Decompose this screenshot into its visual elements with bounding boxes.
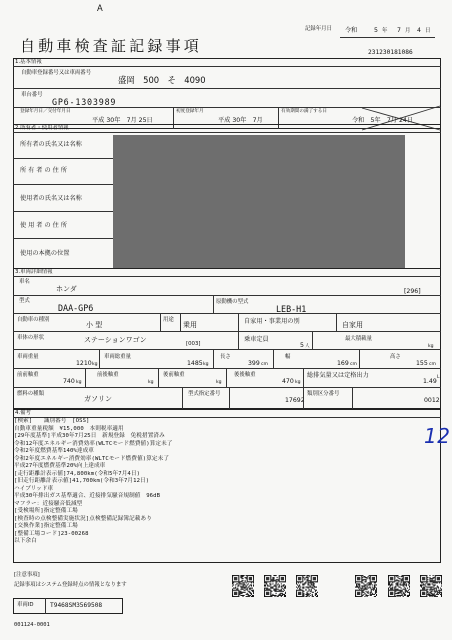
model: DAA-GP6	[58, 303, 94, 313]
user-name-label: 使用者の氏名又は名称	[20, 195, 82, 202]
class-no-label: 類別区分番号	[307, 391, 340, 397]
maker: ホンダ	[56, 285, 77, 293]
car-id-label: 車両ID	[17, 602, 34, 608]
top-mark: A	[97, 3, 103, 13]
gross-unit: kg	[203, 362, 209, 367]
engine: LEB-H1	[276, 304, 307, 314]
remark-line: 令和2年度燃費基準140%達成車	[14, 448, 94, 454]
remark-line: 自動車重量税額 ¥15,000 本則税率適用	[14, 425, 124, 432]
max-load-label: 最大積載量	[345, 336, 372, 342]
qr-code-2	[264, 575, 286, 597]
remark-line: [交換作業]指定整備工場	[14, 523, 78, 529]
first-reg: 平成 30年 7月	[218, 117, 263, 124]
section2-heading: 2.所有者・使用者情報	[15, 125, 69, 131]
fuel-label: 燃料の種類	[17, 391, 44, 397]
remark-line: [29年度基準]平成30年7月25日 新規登録 免税措置済み	[14, 433, 165, 439]
notice-title: [注意事項]	[14, 572, 40, 578]
rear-front-axle-label: 後前軸重	[163, 372, 185, 378]
reg-number: 盛岡 500 そ 4090	[118, 75, 206, 85]
kind-label: 自動車の種別	[17, 317, 50, 323]
body-shape: ステーションワゴン	[84, 336, 147, 344]
front-rear-axle-label: 前後軸重	[97, 372, 119, 378]
max-load-unit: kg	[428, 344, 434, 349]
owner-name-label: 所有者の氏名又は名称	[20, 141, 82, 148]
record-date-label: 記録年月日	[305, 26, 332, 32]
gross: 1485	[187, 360, 203, 367]
length-label: 長さ	[220, 354, 231, 360]
remark-line: [検査時の点検整備実施状況]点検整備記録簿記載あり	[14, 515, 152, 522]
maker-label: 車名	[19, 279, 30, 285]
width-unit: cm	[350, 362, 358, 367]
user-address-label: 使 用 者 の 住 所	[20, 222, 67, 229]
weight-label: 車両重量	[17, 354, 39, 360]
base-location-label: 使用の本拠の位置	[20, 250, 70, 257]
fuel: ガソリン	[84, 395, 112, 403]
width: 169	[337, 360, 349, 367]
qr-pattern	[296, 575, 318, 597]
qr-pattern	[232, 575, 254, 597]
front-rear-axle-unit: kg	[148, 380, 154, 385]
remark-line: [検索] 識別番号 [OSS]	[14, 418, 90, 424]
width-label: 幅	[285, 354, 291, 360]
engine-label: 原動機の型式	[216, 299, 249, 305]
displacement-label: 総排気量又は定格出力	[307, 372, 369, 379]
remark-line: 平成30年排出ガス基準適合、近接排気騒音規制値 96dB	[14, 493, 161, 499]
handwritten-mark: 12	[424, 424, 451, 448]
remark-line: [旧走行距離計表示値]41,700km(令和3年7月12日)	[14, 478, 150, 484]
qr-code-6	[420, 575, 442, 597]
type-no: 17692	[285, 397, 305, 404]
qr-pattern	[420, 575, 442, 597]
notice-text: 記録事項はシステム登録時点の情報となります	[14, 582, 127, 588]
qr-pattern	[388, 575, 410, 597]
capacity-unit: 人	[305, 344, 310, 349]
body-label: 車体の形状	[17, 335, 44, 341]
use: 乗用	[183, 321, 197, 329]
height: 155	[416, 360, 428, 367]
qr-code-4	[355, 575, 377, 597]
section1-heading: 1.基本情報	[15, 59, 42, 65]
height-label: 高さ	[390, 354, 401, 360]
form-code: 001124-0001	[14, 622, 50, 628]
remark-line: 平成27年度燃費基準20%向上達成車	[14, 463, 106, 469]
remark-line: 以下余白	[14, 538, 37, 544]
use-label: 用途	[163, 317, 174, 323]
expiry-label: 有効期間の満了する日	[281, 109, 327, 114]
reg-date-label: 登録年月日／交付年月日	[20, 109, 71, 114]
remark-line: ハイブリッド車	[14, 485, 54, 492]
section4-heading: 4.備考	[15, 410, 31, 416]
height-unit: cm	[429, 362, 437, 367]
weight: 1210	[76, 360, 92, 367]
first-reg-label: 初度登録年月	[176, 109, 204, 114]
remark-line: [整備工場コード]23-00268	[14, 530, 89, 537]
redacted-owner-info	[113, 135, 405, 268]
remark-line: [走行距離計表示値]74,800km(令和5年7月4日)	[14, 470, 141, 477]
record-date-underline	[340, 37, 435, 38]
car-id: T9468SM3569508	[50, 602, 103, 609]
maker-code: [296]	[404, 288, 421, 295]
remark-line: マフラー：近接騒音低減型	[14, 500, 83, 507]
document-title: 自動車検査証記録事項	[20, 37, 203, 55]
kind: 小 型	[86, 321, 103, 329]
front-front-axle-unit: kg	[76, 380, 82, 385]
model-label: 型式	[19, 298, 30, 304]
owner-address-label: 所 有 者 の 住 所	[20, 167, 67, 174]
business: 自家用	[342, 321, 363, 329]
reg-number-label: 自動車登録番号又は車両番号	[21, 70, 92, 76]
front-front-axle: 740	[63, 378, 75, 385]
qr-code-5	[388, 575, 410, 597]
type-no-label: 型式指定番号	[188, 391, 221, 397]
reg-date: 平成 30年 7月 25日	[92, 117, 153, 124]
weight-unit: kg	[92, 362, 98, 367]
section3-heading: 3.車両詳細情報	[15, 269, 53, 275]
rear-rear-axle: 470	[282, 378, 294, 385]
remark-line: [受検場所]指定整備工場	[14, 508, 78, 514]
capacity: 5	[300, 342, 304, 349]
remark-line: 令和2年度エネルギー消費効率(WLTCモード燃費値)算定未了	[14, 455, 170, 462]
qr-pattern	[355, 575, 377, 597]
displacement-unit: L	[437, 375, 440, 380]
rear-rear-axle-label: 後後軸重	[234, 372, 256, 378]
chassis-number: GP6-1303989	[52, 97, 117, 107]
class-no: 0012	[424, 397, 440, 404]
remark-line: 令和12年度エネルギー消費効率(WLTCモード燃費値)算定未了	[14, 440, 173, 447]
body-code: [003]	[186, 341, 201, 347]
qr-pattern	[264, 575, 286, 597]
qr-code-1	[232, 575, 254, 597]
document-number: 231230181086	[368, 49, 413, 56]
rear-rear-axle-unit: kg	[295, 380, 301, 385]
business-label: 自家用・事業用の別	[244, 318, 300, 325]
length: 399	[248, 360, 260, 367]
expiry-date: 令和 5年 7月 24日	[352, 117, 414, 124]
rear-front-axle-unit: kg	[216, 380, 222, 385]
capacity-label: 乗車定員	[244, 336, 269, 343]
front-front-axle-label: 前前軸重	[17, 372, 39, 378]
gross-label: 車両総重量	[104, 354, 131, 360]
displacement: 1.49	[423, 378, 437, 385]
qr-code-3	[296, 575, 318, 597]
length-unit: cm	[261, 362, 269, 367]
chassis-label: 車台番号	[21, 92, 43, 98]
